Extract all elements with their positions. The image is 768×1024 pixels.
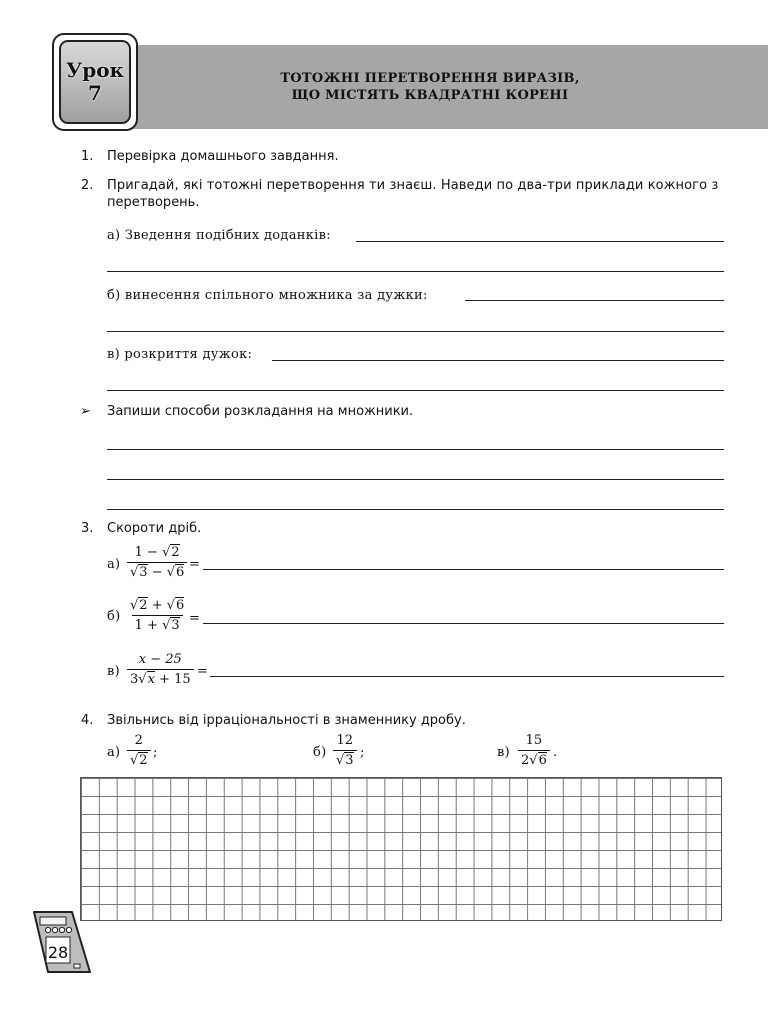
task2-text-line1: Пригадай, які тотожні перетворення ти знаєш. Наведи по два-три приклади кожного з xyxy=(107,178,719,193)
task3-c-label: в) xyxy=(107,664,120,679)
period: . xyxy=(553,745,558,760)
task4-c-label: в) xyxy=(497,745,510,760)
answer-line[interactable] xyxy=(107,479,724,480)
task3-number: 3. xyxy=(81,521,94,536)
bullet-arrow-icon: ➢ xyxy=(80,404,91,419)
answer-line[interactable] xyxy=(356,241,724,242)
answer-line[interactable] xyxy=(203,623,724,624)
task3-a-fraction: $\frac{1 - √2}{√3 - √6}$ xyxy=(127,544,187,581)
equals-sign: = xyxy=(189,557,201,572)
page-number: 28 xyxy=(47,943,69,962)
task2-number: 2. xyxy=(81,178,94,193)
answer-line[interactable] xyxy=(107,509,724,510)
answer-line[interactable] xyxy=(107,271,724,272)
grid-workspace[interactable] xyxy=(80,777,722,921)
bullet-text: Запиши способи розкладання на множники. xyxy=(107,404,414,419)
answer-line[interactable] xyxy=(210,676,724,677)
task4-b-label: б) xyxy=(313,745,327,760)
task4-c-fraction: $\frac{15}{2√6}$ xyxy=(518,732,550,769)
equals-sign: = xyxy=(189,611,201,626)
answer-line[interactable] xyxy=(465,300,724,301)
equals-sign: = xyxy=(197,664,209,679)
task1-number: 1. xyxy=(81,149,94,164)
task4-a-fraction: $\frac{2}{√2}$ xyxy=(127,732,151,769)
task3-c-fraction: $\frac{x - 25}{3√x + 15}$ xyxy=(127,651,194,688)
task4-text: Звільнись від ірраціональності в знаменнику дробу. xyxy=(107,713,466,728)
answer-line[interactable] xyxy=(272,360,724,361)
task3-b-label: б) xyxy=(107,609,121,624)
lesson-badge xyxy=(52,33,138,131)
task3-text: Скороти дріб. xyxy=(107,521,202,536)
title-line-1: ТОТОЖНІ ПЕРЕТВОРЕННЯ ВИРАЗІВ, xyxy=(280,71,580,86)
task2-b-label: б) винесення спільного множника за дужки: xyxy=(107,288,428,303)
semicolon: ; xyxy=(153,745,158,760)
answer-line[interactable] xyxy=(107,390,724,391)
answer-line[interactable] xyxy=(203,569,724,570)
task2-text-line2: перетворень. xyxy=(107,195,200,210)
title-line-2: ЩО МІСТЯТЬ КВАДРАТНІ КОРЕНІ xyxy=(291,88,569,103)
answer-line[interactable] xyxy=(107,449,724,450)
semicolon: ; xyxy=(360,745,365,760)
lesson-number: 7 xyxy=(88,81,102,105)
task4-b-fraction: $\frac{12}{√3}$ xyxy=(333,732,357,769)
task2-a-label: а) Зведення подібних доданків: xyxy=(107,228,331,243)
task3-b-fraction: $\frac{√2 + √6}{1 + √3}$ xyxy=(130,598,185,633)
task2-c-label: в) розкриття дужок: xyxy=(107,347,253,362)
task3-a-label: а) xyxy=(107,557,121,572)
task4-number: 4. xyxy=(81,713,94,728)
answer-line[interactable] xyxy=(107,331,724,332)
lesson-word: Урок xyxy=(66,58,124,82)
page-title xyxy=(180,70,680,104)
task1-text: Перевірка домашнього завдання. xyxy=(107,149,339,164)
task4-a-label: а) xyxy=(107,745,121,760)
